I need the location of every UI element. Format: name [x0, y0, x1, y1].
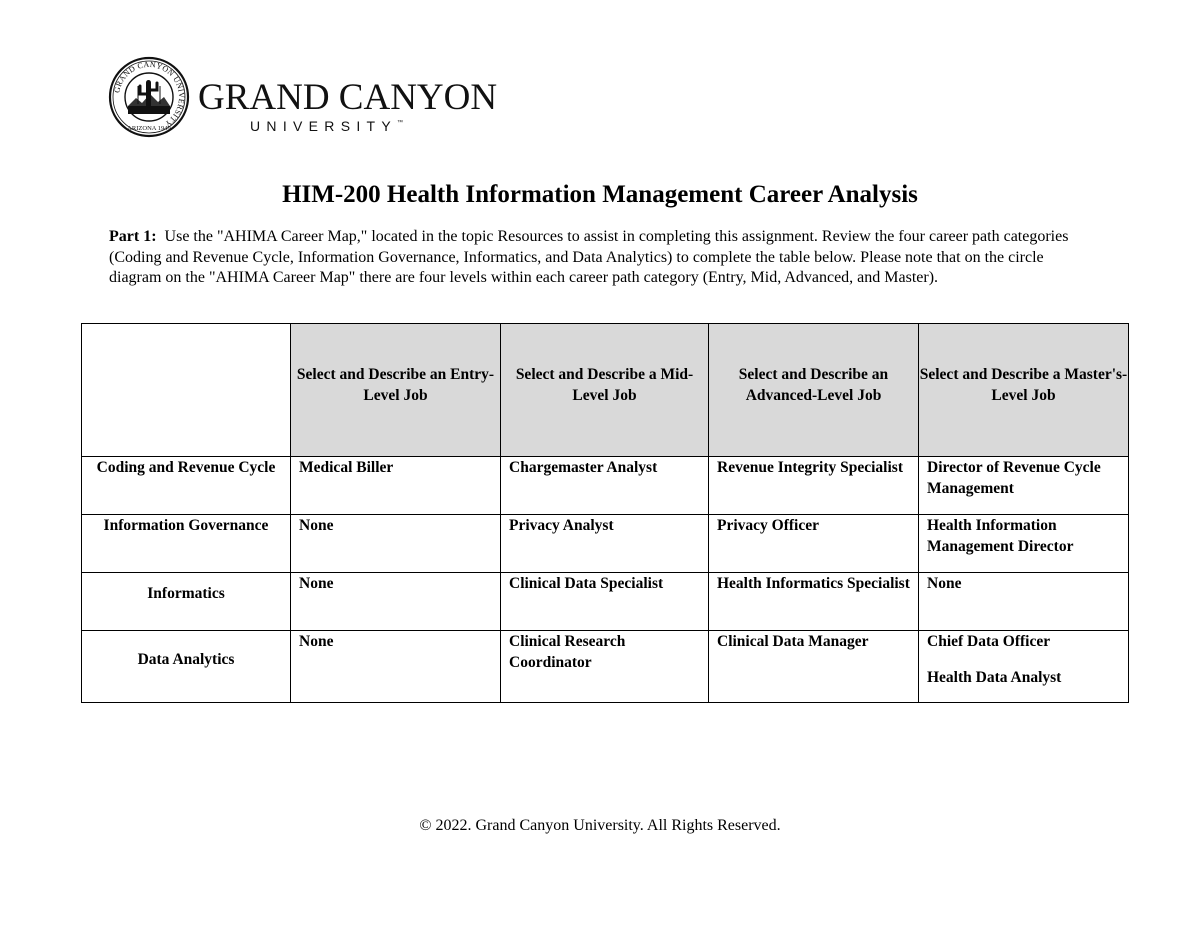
cell-advanced: Revenue Integrity Specialist: [709, 457, 919, 515]
table-row: [82, 457, 1129, 515]
cell-entry: None: [291, 631, 501, 703]
copyright-footer: © 2022. Grand Canyon University. All Rights Reserved.: [419, 817, 781, 834]
cell-master-primary: Chief Data Officer: [927, 633, 1051, 650]
university-seal-icon: [108, 56, 190, 138]
table-header-corner: [82, 324, 291, 457]
header-entry-level: Select and Describe an Entry-Level Job: [291, 324, 501, 457]
svg-text:ARIZONA 1949: ARIZONA 1949: [127, 125, 171, 132]
part-label: Part 1:: [109, 228, 157, 245]
row-category: Coding and Revenue Cycle: [82, 457, 291, 515]
row-category: Information Governance: [82, 515, 291, 573]
svg-text:GRAND CANYON UNIVERSITY: GRAND CANYON UNIVERSITY: [112, 59, 187, 129]
cell-advanced: Clinical Data Manager: [709, 631, 919, 703]
row-category: Informatics: [82, 573, 291, 631]
cell-mid: Clinical Research Coordinator: [501, 631, 709, 703]
cell-advanced: Health Informatics Specialist: [709, 573, 919, 631]
logo-subword: UNIVERSITY™: [250, 118, 404, 134]
table-row: [82, 631, 1129, 703]
cell-master: [919, 631, 1129, 703]
cell-entry: None: [291, 573, 501, 631]
cell-mid: Privacy Analyst: [501, 515, 709, 573]
cell-advanced: Privacy Officer: [709, 515, 919, 573]
logo-wordmark: GRAND CANYON: [198, 77, 498, 118]
cell-master: Health Information Management Director: [919, 515, 1129, 573]
document-title: HIM-200 Health Information Management Career Analysis: [282, 181, 918, 208]
cell-entry: None: [291, 515, 501, 573]
instructions-paragraph: [109, 227, 1094, 289]
header-mid-level: Select and Describe a Mid-Level Job: [501, 324, 709, 457]
university-logo: [108, 56, 498, 142]
header-advanced-level: Select and Describe an Advanced-Level Job: [709, 324, 919, 457]
career-table: [81, 323, 1129, 703]
table-row: [82, 573, 1129, 631]
row-category: Data Analytics: [82, 631, 291, 703]
cell-master-secondary: Health Data Analyst: [927, 669, 1062, 686]
cell-entry: Medical Biller: [291, 457, 501, 515]
table-header-row: [82, 324, 1129, 457]
cell-master: Director of Revenue Cycle Management: [919, 457, 1129, 515]
header-masters-level: Select and Describe a Master's-Level Job: [919, 324, 1129, 457]
instructions-text: Use the "AHIMA Career Map," located in the topic Resources to assist in completing this assignment. Review the four career path categories (Coding and Revenue Cycle, Information Governance, Informatics, and Data Analytics) to complete the table below. Please note that on the circle diagram on the "AHIMA Career Map" there are four levels within each career path category (Entry, Mid, Advanced, and Master).: [109, 228, 1069, 286]
cell-master: None: [919, 573, 1129, 631]
cell-mid: Clinical Data Specialist: [501, 573, 709, 631]
cell-mid: Chargemaster Analyst: [501, 457, 709, 515]
table-row: [82, 515, 1129, 573]
